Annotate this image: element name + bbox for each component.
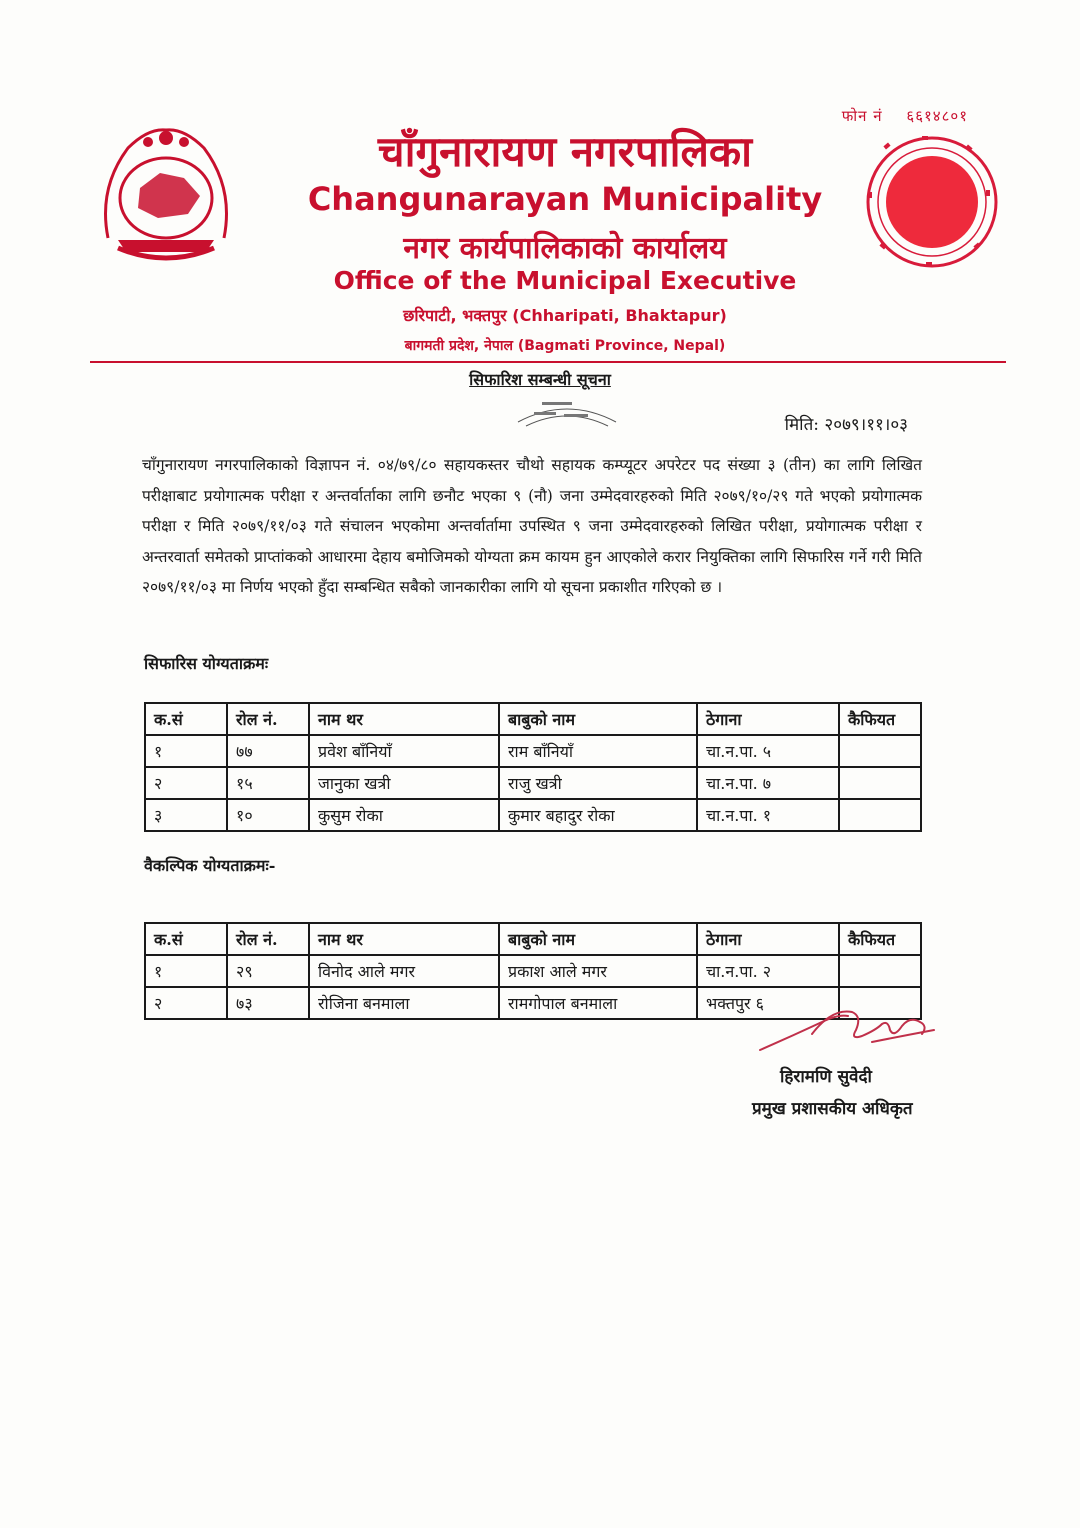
table-row (145, 799, 921, 831)
cell-remarks (839, 767, 921, 799)
header-sn: क.सं (145, 703, 227, 735)
phone-number: ६६१४८०१ (906, 107, 968, 125)
cell-name: रोजिना बनमाला (309, 987, 499, 1019)
cell-father: राजु खत्री (499, 767, 697, 799)
table-row (145, 735, 921, 767)
cell-father: प्रकाश आले मगर (499, 955, 697, 987)
table-row (145, 955, 921, 987)
cell-address: चा.न.पा. ७ (697, 767, 839, 799)
cell-address: चा.न.पा. १ (697, 799, 839, 831)
header-father: बाबुको नाम (499, 703, 697, 735)
cell-address: भक्तपुर ६ (697, 987, 839, 1019)
cell-address: चा.न.पा. ५ (697, 735, 839, 767)
cell-sn: १ (145, 735, 227, 767)
cell-roll: ७३ (227, 987, 309, 1019)
cell-name: प्रवेश बाँनियाँ (309, 735, 499, 767)
table-row (145, 767, 921, 799)
header-roll: रोल नं. (227, 703, 309, 735)
letterhead-divider (90, 361, 1006, 363)
address-line-1: छरिपाटी, भक्तपुर (Chharipati, Bhaktapur) (403, 306, 727, 325)
header-address: ठेगाना (697, 703, 839, 735)
signatory-name: हिरामणि सुवेदी (780, 1067, 872, 1087)
municipality-name-np: चाँगुनारायण नगरपालिका (377, 127, 753, 176)
recommended-table (144, 702, 922, 832)
municipality-name-en: Changunarayan Municipality (307, 180, 823, 218)
signatory-title: प्रमुख प्रशासकीय अधिकृत (752, 1099, 913, 1119)
header-name: नाम थर (309, 703, 499, 735)
cell-father: रामगोपाल बनमाला (499, 987, 697, 1019)
office-name-en: Office of the Municipal Executive (333, 266, 797, 295)
header-father: बाबुको नाम (499, 923, 697, 955)
cell-sn: २ (145, 767, 227, 799)
cell-father: कुमार बहादुर रोका (499, 799, 697, 831)
cell-roll: १५ (227, 767, 309, 799)
cell-name: कुसुम रोका (309, 799, 499, 831)
cell-father: राम बाँनियाँ (499, 735, 697, 767)
header-sn: क.सं (145, 923, 227, 955)
phone-label: फोन नं (841, 107, 883, 125)
notice-title: सिफारिश सम्बन्धी सूचना (469, 370, 611, 389)
address-line-2: बागमती प्रदेश, नेपाल (Bagmati Province, Nepal) (404, 338, 726, 354)
cell-sn: ३ (145, 799, 227, 831)
signature-icon (752, 996, 942, 1058)
alternate-list-label: वैकल्पिक योग्यताक्रमः- (144, 856, 276, 875)
header-remarks: कैफियत (839, 923, 921, 955)
header-name: नाम थर (309, 923, 499, 955)
nepal-emblem-icon (88, 118, 244, 268)
cell-sn: २ (145, 987, 227, 1019)
recommended-list-label: सिफारिस योग्यताक्रमः (144, 654, 269, 673)
cell-remarks (839, 735, 921, 767)
cell-roll: २९ (227, 955, 309, 987)
cell-sn: १ (145, 955, 227, 987)
header-remarks: कैफियत (839, 703, 921, 735)
cell-remarks (839, 955, 921, 987)
cell-address: चा.न.पा. २ (697, 955, 839, 987)
notice-body: चाँगुनारायण नगरपालिकाको विज्ञापन नं. ०४/७९/८० सहायकस्तर चौथो सहायक कम्प्यूटर अपरेटर पद संख्या ३ (तीन) का लागि लिखित परीक्षाबाट प्रयोगात्मक परीक्षा र अन्तर्वार्ताका लागि छनौट भएका ९ (नौ) जना उम्मेदवारहरुको मिति २०७९/१०/२९ गते भएको प्रयोगात्मक परीक्षा र मिति २०७९/११/०३ गते संचालन भएकोमा अन्तर्वार्तामा उपस्थित ९ जना उम्मेदवारहरुको लिखित परीक्षा, प्रयोगात्मक परीक्षा र अन्तरवार्ता समेतको प्राप्तांकको आधारमा देहाय बमोजिमको योग्यता क्रम कायम हुन आएकोले करार नियुक्तिका लागि सिफारिस गर्ने गरी मिति २०७९/११/०३ मा निर्णय भएको हुँदा सम्बन्धित सबैको जानकारीका लागि यो सूचना प्रकाशीत गरिएको छ । (142, 456, 922, 596)
notice-date: मिति: २०७९।११।०३ (784, 415, 908, 435)
cell-name: जानुका खत्री (309, 767, 499, 799)
cell-name: विनोद आले मगर (309, 955, 499, 987)
cell-roll: ७७ (227, 735, 309, 767)
header-address: ठेगाना (697, 923, 839, 955)
cell-remarks (839, 799, 921, 831)
table-header-row (145, 923, 921, 955)
small-ink-stamp-icon (512, 392, 622, 428)
table-header-row (145, 703, 921, 735)
cell-roll: १० (227, 799, 309, 831)
header-roll: रोल नं. (227, 923, 309, 955)
office-name-np: नगर कार्यपालिकाको कार्यालय (403, 231, 727, 266)
